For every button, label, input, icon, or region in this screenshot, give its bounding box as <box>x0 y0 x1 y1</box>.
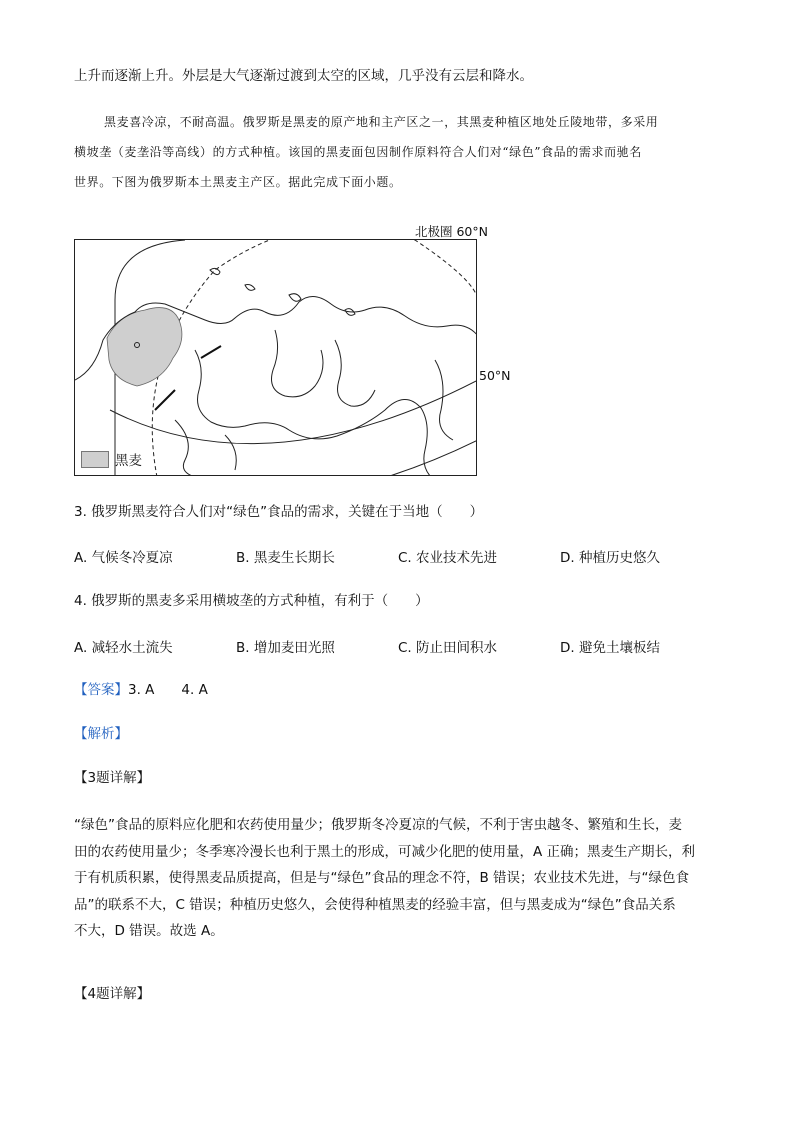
q3-option-b: B. 黑麦生长期长 <box>236 550 335 566</box>
map-legend <box>81 449 142 469</box>
q3-detail-line-4: 品”的联系不大，C 错误；种植历史悠久，会使得种植黑麦的经验丰富，但与黑麦成为“绿色”食品关系 <box>74 896 676 913</box>
rye-swatch <box>81 451 109 468</box>
legend-label: 黑麦 <box>115 453 142 469</box>
answer-text: 3. A 4. A <box>128 682 208 698</box>
answer-tag: 【答案】 <box>74 682 128 698</box>
q3-detail-line-1: “绿色”食品的原料应化肥和农药使用量少；俄罗斯冬冷夏凉的气候，不利于害虫越冬、繁殖和生长，麦 <box>74 817 682 833</box>
passage-line-2: 横坡垄（麦垄沿等高线）的方式种植。该国的黑麦面包因制作原料符合人们对“绿色”食品的需求而驰名 <box>74 145 642 159</box>
q4-option-a: A. 减轻水土流失 <box>74 640 173 656</box>
q4-option-c: C. 防止田间积水 <box>398 640 498 656</box>
answer-line <box>74 680 208 700</box>
q3-detail <box>74 812 720 945</box>
q3-option-d: D. 种植历史悠久 <box>560 550 660 566</box>
q3-option-a: A. 气候冬冷夏凉 <box>74 550 173 566</box>
passage-line-3: 世界。下图为俄罗斯本土黑麦主产区。据此完成下面小题。 <box>74 175 402 189</box>
q4-option-b: B. 增加麦田光照 <box>236 640 335 656</box>
q3-detail-tag: 【3题详解】 <box>74 770 151 786</box>
passage-line-1: 黑麦喜冷凉，不耐高温。俄罗斯是黑麦的原产地和主产区之一，其黑麦种植区地处丘陵地带，多采用 <box>104 115 659 129</box>
arctic-circle-label: 北极圈 60°N <box>415 224 488 239</box>
q3-stem: 3. 俄罗斯黑麦符合人们对“绿色”食品的需求，关键在于当地（ ） <box>74 504 484 520</box>
lat-50-label: 50°N <box>479 368 511 383</box>
analysis-tag: 【解析】 <box>74 726 128 742</box>
q3-detail-line-5: 不大，D 错误。故选 A。 <box>74 923 224 939</box>
map-drawing <box>75 240 477 476</box>
q4-stem: 4. 俄罗斯的黑麦多采用横坡垄的方式种植，有利于（ ） <box>74 593 429 609</box>
q4-detail-tag: 【4题详解】 <box>74 986 151 1002</box>
q3-detail-line-2: 田的农药使用量少；冬季寒冷漫长也利于黑土的形成，可减少化肥的使用量，A 正确；黑麦生产期长，利 <box>74 843 696 860</box>
q3-option-c: C. 农业技术先进 <box>398 550 498 566</box>
q4-option-d: D. 避免土壤板结 <box>560 640 660 656</box>
q3-detail-line-3: 于有机质积累，使得黑麦品质提高，但是与“绿色”食品的理念不符，B 错误；农业技术先进，与“绿色食 <box>74 870 690 886</box>
russia-rye-map <box>74 222 514 478</box>
intro-line: 上升而逐渐上升。外层是大气逐渐过渡到太空的区域，几乎没有云层和降水。 <box>74 68 533 84</box>
map-frame <box>74 239 477 476</box>
